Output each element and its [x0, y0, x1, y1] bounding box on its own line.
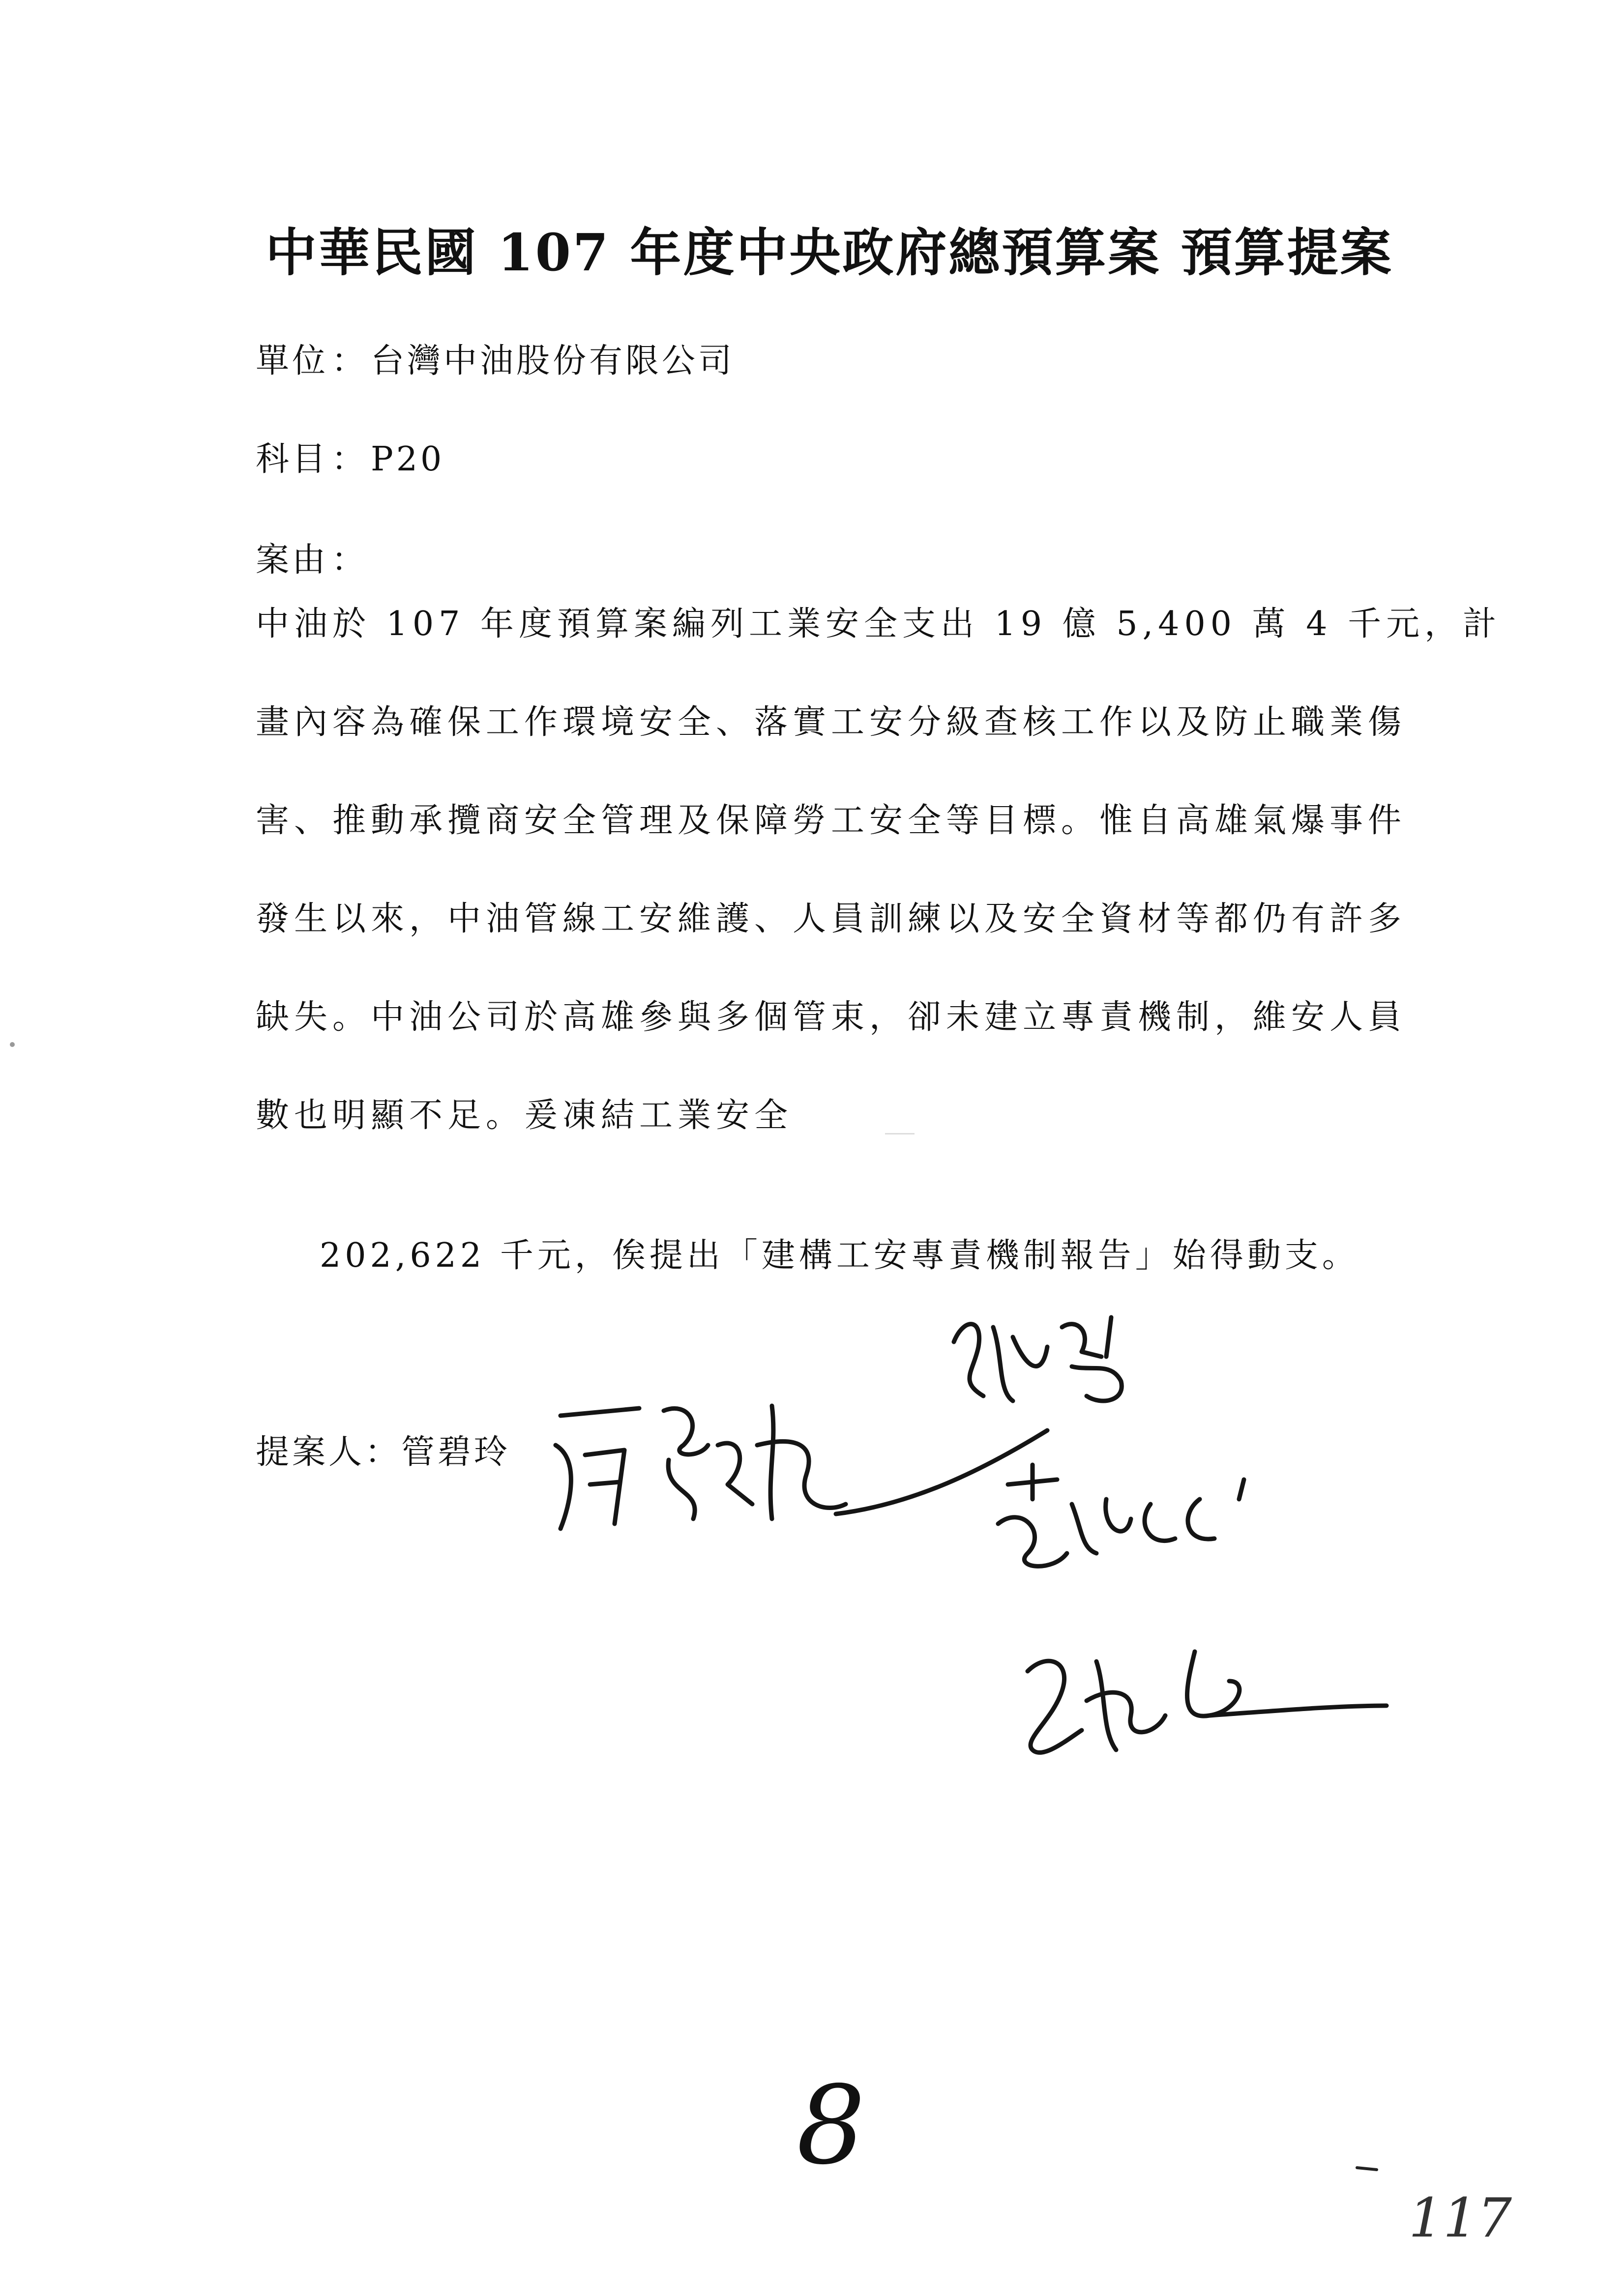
handwritten-corner-number	[1337, 2163, 1544, 2261]
unit-field	[256, 334, 735, 382]
scan-smudge	[885, 1133, 915, 1134]
proposer-field	[256, 1425, 510, 1473]
subject-label: 科目	[256, 440, 329, 479]
reason-separator: ：	[331, 541, 368, 580]
signature-2	[954, 1317, 1122, 1401]
corner-number-text: 117	[1409, 2186, 1512, 2249]
subject-separator: ：	[331, 440, 368, 479]
proposer-name: 管碧玲	[401, 1433, 511, 1472]
unit-label: 單位	[256, 342, 329, 380]
page-title: 中華民國 107 年度中央政府總預算案 預算提案	[266, 222, 1393, 283]
signature-3	[998, 1465, 1244, 1566]
frozen-amount-line: 202,622 千元，俟提出「建構工安專責機制報告」始得動支。	[320, 1236, 1359, 1275]
handwritten-signatures	[541, 1298, 1426, 1838]
proposer-label: 提案人	[256, 1433, 365, 1472]
subject-field	[256, 433, 444, 480]
signature-4	[1028, 1652, 1387, 1752]
signature-1	[556, 1406, 1047, 1529]
scan-speck	[10, 1042, 15, 1047]
reason-label: 案由	[256, 541, 329, 580]
handwritten-page-number	[767, 2064, 895, 2182]
unit-separator: ：	[331, 342, 368, 380]
page-number-text: 8	[797, 2064, 865, 2182]
reason-field	[256, 533, 371, 581]
stray-dash-mark	[1357, 2168, 1377, 2170]
subject-value: P20	[371, 440, 445, 479]
unit-value: 台灣中油股份有限公司	[371, 342, 735, 380]
proposer-separator: ：	[365, 1433, 402, 1472]
